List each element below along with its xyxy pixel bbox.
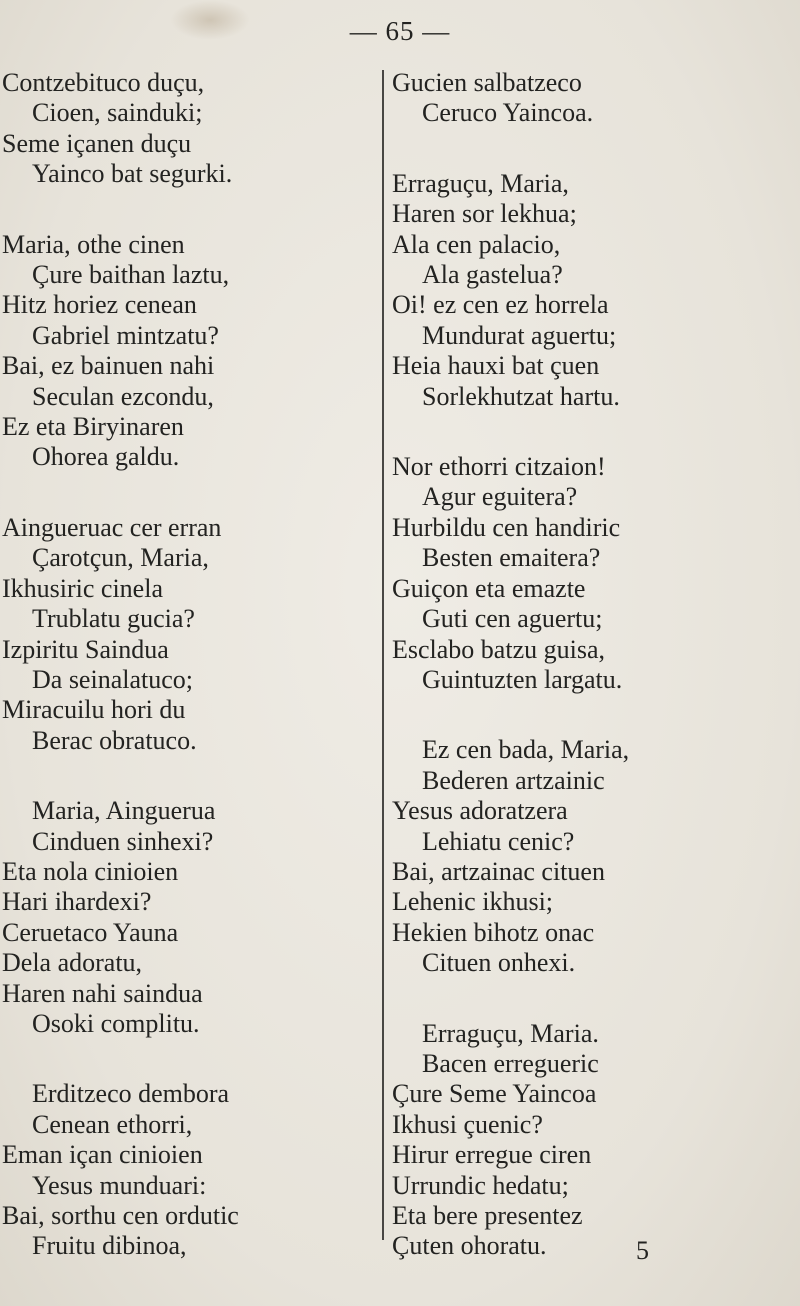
verse-line: Lehenic ikhusi;	[392, 887, 554, 917]
stanza	[392, 1019, 792, 1262]
stanza	[392, 735, 792, 978]
verse-line: Çure baithan laztu,	[32, 260, 230, 290]
stanza	[392, 169, 792, 412]
verse-line: Osoki complitu.	[32, 1008, 200, 1038]
verse-line: Çarotçun, Maria,	[32, 543, 209, 573]
verse-line: Urrundic hedatu;	[392, 1170, 569, 1200]
verse-line: Haren nahi saindua	[2, 978, 203, 1008]
left-column	[0, 68, 372, 1302]
verse-line: Seme içanen duçu	[2, 128, 192, 158]
verse-line: Gucien salbatzeco	[392, 68, 582, 97]
verse-line: Erraguçu, Maria.	[422, 1018, 599, 1048]
verse-line: Çure Seme Yaincoa	[392, 1079, 597, 1109]
verse-line: Contzebituco duçu,	[2, 68, 205, 97]
verse-line: Çuten ohoratu.	[392, 1231, 547, 1261]
verse-line: Da seinalatuco;	[32, 664, 193, 694]
verse-line: Agur eguitera?	[422, 482, 578, 512]
column-divider	[382, 70, 384, 1240]
verse-line: Bai, sorthu cen ordutic	[2, 1201, 239, 1230]
right-column	[392, 68, 792, 1302]
verse-line: Bai, artzainac cituen	[392, 856, 605, 886]
verse-line: Yainco bat segurki.	[32, 159, 233, 189]
verse-line: Ala gastelua?	[422, 260, 563, 290]
verse-line: Trublatu gucia?	[32, 604, 195, 634]
verse-line: Erraguçu, Maria,	[392, 168, 569, 198]
verse-line: Ikhusi çuenic?	[392, 1109, 543, 1139]
verse-line: Cituen onhexi.	[422, 948, 576, 978]
verse-line: Hurbildu cen handiric	[392, 512, 621, 542]
verse-line: Miracuilu hori du	[2, 695, 186, 725]
verse-line: Cinduen sinhexi?	[32, 826, 214, 856]
verse-line: Maria, Ainguerua	[32, 796, 216, 826]
verse-line: Mundurat aguertu;	[422, 320, 617, 350]
verse-line: Haren sor lekhua;	[392, 199, 577, 229]
verse-line: Esclabo batzu guisa,	[392, 634, 605, 664]
verse-line: Ikhusiric cinela	[2, 573, 163, 603]
stanza	[0, 1079, 372, 1261]
verse-line: Gabriel mintzatu?	[32, 320, 219, 350]
verse-line: Cenean ethorri,	[32, 1109, 193, 1139]
stanza	[392, 452, 792, 695]
stanza	[0, 230, 372, 473]
signature-mark: 5	[636, 1236, 649, 1265]
verse-line: Maria, othe cinen	[2, 229, 185, 259]
verse-line: Besten emaitera?	[422, 543, 601, 573]
verse-line: Berac obratuco.	[32, 725, 197, 755]
stanza	[0, 68, 372, 190]
verse-line: Ceruco Yaincoa.	[422, 98, 594, 128]
verse-line: Bacen erregueric	[422, 1048, 599, 1078]
verse-line: Hekien bihotz onac	[392, 917, 595, 947]
verse-line: Fruitu dibinoa,	[32, 1231, 187, 1261]
verse-line: Eman içan cinioien	[2, 1140, 203, 1170]
verse-line: Dela adoratu,	[2, 948, 143, 978]
verse-line: Yesus munduari:	[32, 1170, 207, 1200]
verse-line: Erditzeco dembora	[32, 1079, 230, 1109]
verse-line: Izpiritu Saindua	[2, 634, 169, 664]
verse-line: Nor ethorri citzaion!	[392, 452, 606, 482]
verse-line: Bederen artzainic	[422, 765, 605, 795]
verse-line: Bai, ez bainuen nahi	[2, 351, 215, 381]
verse-line: Eta nola cinioien	[2, 856, 179, 886]
verse-line: Cioen, sainduki;	[32, 98, 203, 128]
verse-line: Ohorea galdu.	[32, 442, 180, 472]
stanza	[392, 68, 792, 129]
stanza	[0, 513, 372, 756]
verse-line: Lehiatu cenic?	[422, 826, 575, 856]
verse-line: Oi! ez cen ez horrela	[392, 290, 609, 320]
verse-line: Sorlekhutzat hartu.	[422, 381, 620, 411]
verse-line: Seculan ezcondu,	[32, 381, 214, 411]
verse-line: Ala cen palacio,	[392, 229, 561, 259]
verse-line: Hitz horiez cenean	[2, 290, 197, 320]
verse-line: Heia hauxi bat çuen	[392, 351, 600, 381]
verse-line: Guti cen aguertu;	[422, 604, 603, 634]
verse-line: Guiçon eta emazte	[392, 573, 586, 603]
verse-line: Yesus adoratzera	[392, 796, 568, 826]
verse-line: Hari ihardexi?	[2, 887, 152, 917]
page-number: — 65 —	[349, 16, 451, 46]
stanza	[0, 796, 372, 1039]
verse-line: Ceruetaco Yauna	[2, 917, 179, 947]
verse-line: Eta bere presentez	[392, 1201, 583, 1230]
verse-line: Guintuzten largatu.	[422, 664, 623, 694]
verse-line: Aingueruac cer erran	[2, 512, 222, 542]
verse-line: Ez eta Biryinaren	[2, 412, 184, 442]
verse-line: Hirur erregue ciren	[392, 1140, 592, 1170]
verse-line: Ez cen bada, Maria,	[422, 735, 630, 765]
